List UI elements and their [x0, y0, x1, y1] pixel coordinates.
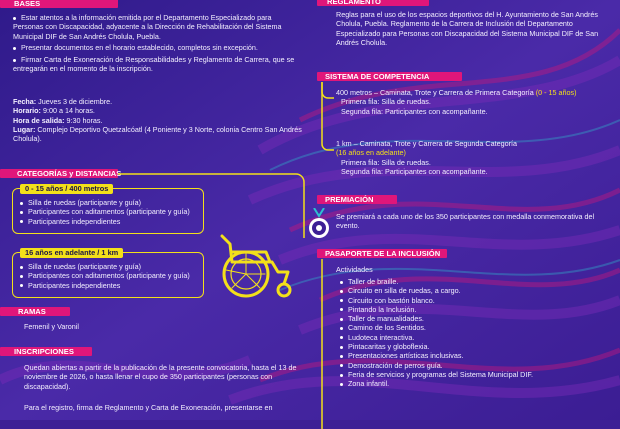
- wheelchair-icon: [212, 230, 302, 300]
- list-item: Demostración de perros guía.: [340, 361, 615, 370]
- ramas-text: Femenil y Varonil: [24, 322, 79, 331]
- inscripciones-title: INSCRIPCIONES: [14, 347, 74, 356]
- inscripciones-paragraph-1: Quedan abiertas a partir de la publicación de la presente convocatoria, hasta el 13 de noviembre de 2026, o hasta llenar el cupo de 350 participantes (personas con discapacidad).: [24, 363, 297, 391]
- category-group-2-label: 16 años en adelante / 1 km: [20, 248, 123, 258]
- premiacion-title: PREMIACIÓN: [325, 195, 374, 204]
- category-group-1-list: Silla de ruedas (participante y guía) Participantes con aditamentos (participante y guía) Participantes independientes: [20, 198, 220, 226]
- list-item: Zona infantil.: [340, 379, 615, 388]
- list-item: Taller de manualidades.: [340, 314, 615, 323]
- category-group-1-label: 0 - 15 años / 400 metros: [20, 184, 113, 194]
- pasaporte-list: [340, 277, 615, 389]
- pasaporte-subtitle: Actividades: [336, 265, 373, 274]
- list-item: Camino de los Sentidos.: [340, 323, 615, 332]
- competencia-connector: [318, 82, 334, 192]
- list-item: Pintacaritas y globoflexia.: [340, 342, 615, 351]
- list-item: Taller de braille.: [340, 277, 615, 286]
- inscripciones-paragraph-2: Para el registro, firma de Reglamento y Carta de Exoneración, presentarse en: [24, 403, 273, 412]
- ramas-title: RAMAS: [18, 307, 46, 316]
- category-group-2-list: Silla de ruedas (participante y guía) Participantes con aditamentos (participante y guía) Participantes independientes: [20, 262, 220, 290]
- competencia-title: SISTEMA DE COMPETENCIA: [325, 72, 430, 81]
- event-details: Fecha: Jueves 3 de diciembre. Horario: 9:00 a 14 horas. Hora de salida: 9:30 horas. Lugar: Complejo Deportivo Quetzalcóatl (4 Poniente y 3 Norte, colonia Centro San Andrés Cholula).: [13, 97, 302, 144]
- competencia-group-2: 1 km – Caminata, Trote y Carrera de Segunda Categoría (16 años en adelante) Primera fila: Silla de ruedas. Segunda fila: Participantes con acompañante.: [336, 139, 517, 176]
- list-item: Presentaciones artísticas inclusivas.: [340, 351, 615, 360]
- list-item: Ludoteca interactiva.: [340, 333, 615, 342]
- list-item: Pintando la Inclusión.: [340, 305, 615, 314]
- bases-item-1: Estar atentos a la información emitida por el Departamento Especializado para Personas con Discapacidad, adyacente a la Dirección de Rehabilitación del Sistema Municipal DIF de San Andrés Cholula, Puebla.: [13, 13, 282, 41]
- bases-item-3: Firmar Carta de Exoneración de Responsabilidades y Reglamento de Carrera, que se entregarán en el momento de la inscripción.: [13, 55, 295, 74]
- categorias-title: CATEGORÍAS y DISTANCIAS: [17, 169, 122, 178]
- pasaporte-connector: [318, 259, 326, 429]
- premiacion-text: Se premiará a cada uno de los 350 participantes con medalla conmemorativa del evento.: [336, 212, 595, 231]
- pasaporte-title: PASAPORTE DE LA INCLUSIÓN: [325, 249, 441, 258]
- reglamento-title: REGLAMENTO: [327, 0, 381, 6]
- list-item: Feria de servicios y programas del Sistema Municipal DIF.: [340, 370, 615, 379]
- bases-item-2: Presentar documentos en el horario establecido, completos sin excepción.: [13, 43, 303, 52]
- competencia-group-1: 400 metros – Caminata, Trote y Carrera de Primera Categoría (0 - 15 años) Primera fila: Silla de ruedas. Segunda fila: Participantes con acompañante.: [336, 88, 577, 116]
- list-item: Circuito en silla de ruedas, a cargo.: [340, 286, 615, 295]
- reglamento-text: Reglas para el uso de los espacios deportivos del H. Ayuntamiento de San Andrés Cholula, Puebla. Reglamento de la Carrera de Inclusión del Departamento Especializado para Personas con Discapacidad del Sistema Municipal DIF de San Andrés Cholula.: [336, 10, 599, 47]
- bases-title: BASES: [14, 0, 41, 8]
- list-item: Circuito con bastón blanco.: [340, 296, 615, 305]
- medal-icon: [306, 208, 332, 242]
